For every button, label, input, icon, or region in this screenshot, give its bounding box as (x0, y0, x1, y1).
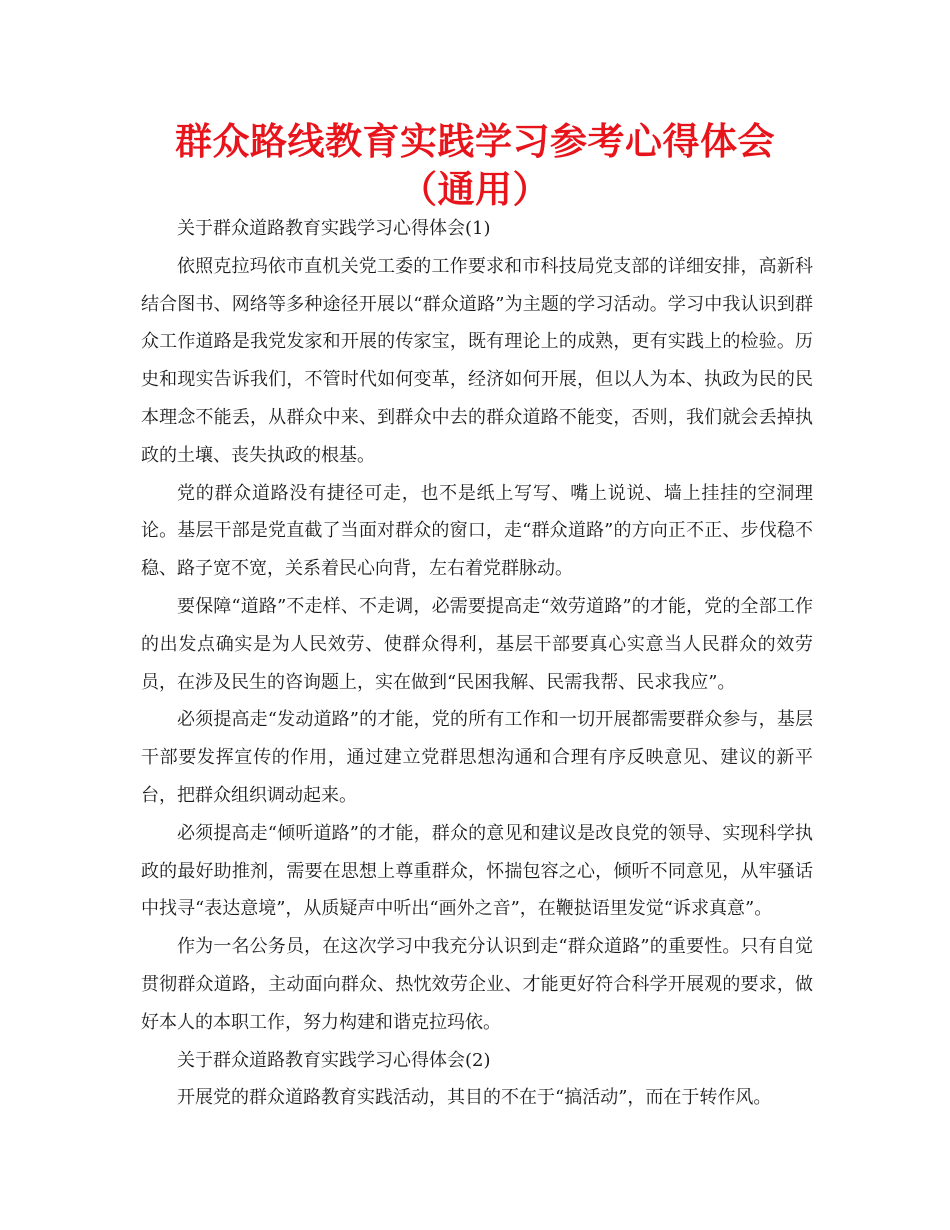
section-heading-1: 关于群众道路教育实践学习心得体会(1) (177, 218, 491, 239)
paragraph: 开展党的群众道路教育实践活动，其目的不在于“搞活动”，而在于转作风。 (177, 1087, 772, 1109)
paragraph: 要保障“道路”不走样、不走调，必需要提高走“效劳道路”的才能，党的全部工作的出发点确实是为人民效劳、使群众得利，基层干部要真心实意当人民群众的效劳员，在涉及民生的咨询题上，实在做到“民困我解、民需我帮、民求我应”。 (141, 595, 813, 693)
section-heading-2: 关于群众道路教育实践学习心得体会(2) (177, 1049, 491, 1071)
paragraph: 党的群众道路没有捷径可走，也不是纸上写写、嘴上说说、墙上挂挂的空洞理论。基层干部是党直截了当面对群众的窗口，走“群众道路”的方向正不正、步伐稳不稳、路子宽不宽，关系着民心向背，左右着党群脉动。 (141, 482, 813, 580)
paragraph: 作为一名公务员，在这次学习中我充分认识到走“群众道路”的重要性。只有自觉贯彻群众道路，主动面向群众、热忱效劳企业、才能更好符合科学开展观的要求，做好本人的本职工作，努力构建和谐克拉玛依。 (141, 936, 813, 1033)
paragraph: 依照克拉玛依市直机关党工委的工作要求和市科技局党支部的详细安排，高新科结合图书、网络等多种途径开展以“群众道路”为主题的学习活动。学习中我认识到群众工作道路是我党发家和开展的传家宝，既有理论上的成熟，更有实践上的检验。历史和现实告诉我们，不管时代如何变革，经济如何开展，但以人为本、执政为民的民本理念不能丢，从群众中来、到群众中去的群众道路不能变，否则，我们就会丢掉执政的土壤、丧失执政的根基。 (141, 255, 813, 466)
paragraph: 必须提高走“倾听道路”的才能，群众的意见和建议是改良党的领导、实现科学执政的最好助推剂，需要在思想上尊重群众，怀揣包容之心，倾听不同意见，从牢骚话中找寻“表达意境”，从质疑声中听出“画外之音”，在鞭挞语里发觉“诉求真意”。 (141, 822, 813, 920)
document-title: 群众路线教育实践学习参考心得体会（通用） (175, 120, 775, 211)
document-body (141, 210, 813, 1117)
paragraph: 必须提高走“发动道路”的才能，党的所有工作和一切开展都需要群众参与，基层干部要发挥宣传的作用，通过建立党群思想沟通和合理有序反映意见、建议的新平台，把群众组织调动起来。 (141, 709, 813, 806)
